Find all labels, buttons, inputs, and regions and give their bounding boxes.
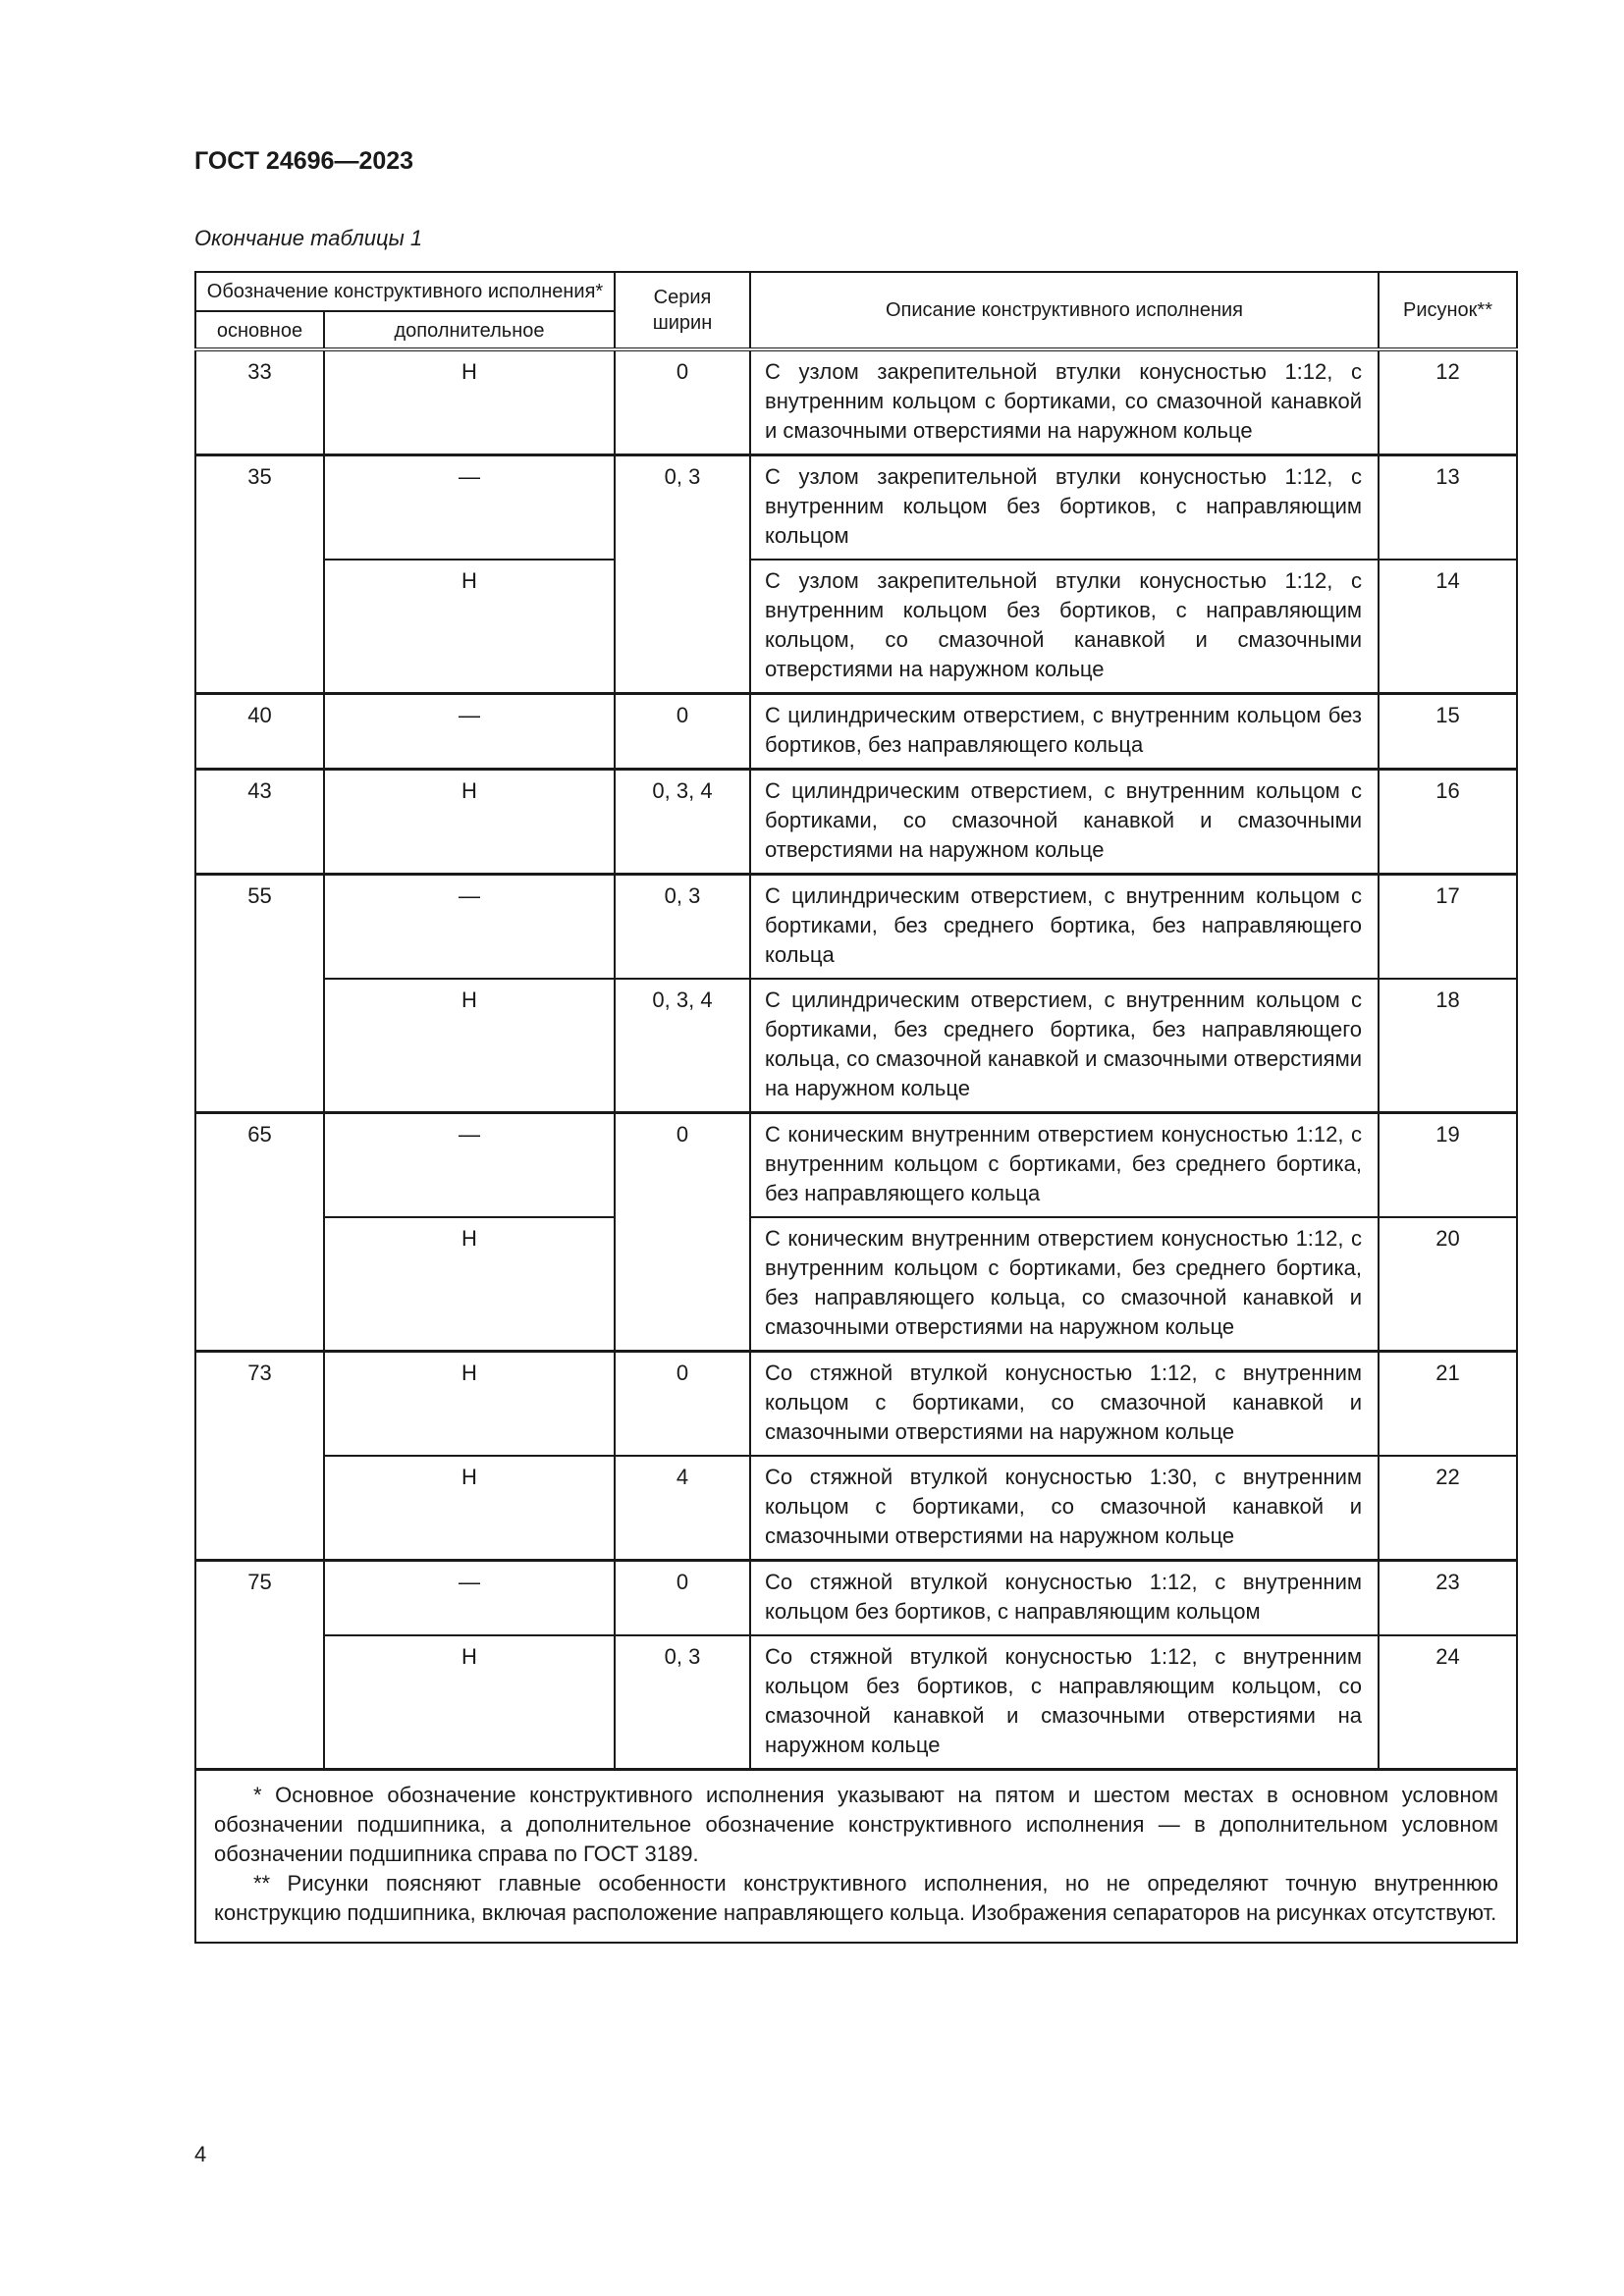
table-row <box>195 455 1517 561</box>
cell-additional: Н <box>324 1635 615 1770</box>
cell-figure: 22 <box>1379 1456 1517 1561</box>
cell-main: 55 <box>195 875 324 1113</box>
table-row <box>195 560 1517 694</box>
cell-additional: Н <box>324 979 615 1113</box>
table-row <box>195 694 1517 770</box>
cell-description: Со стяжной втулкой конусностью 1:12, с внутренним кольцом без бортиков, с направляющим кольцом, со смазочной канавкой и смазочными отверстиями на наружном кольце <box>750 1635 1379 1770</box>
table-row <box>195 770 1517 875</box>
cell-additional: — <box>324 875 615 980</box>
header-designation: Обозначение конструктивного исполнения* <box>195 272 615 311</box>
table-notes-row <box>195 1770 1517 1944</box>
cell-figure: 16 <box>1379 770 1517 875</box>
table-notes <box>195 1770 1517 1944</box>
cell-additional: Н <box>324 560 615 694</box>
cell-main: 65 <box>195 1113 324 1352</box>
table-caption: Окончание таблицы 1 <box>194 226 423 250</box>
cell-main: 75 <box>195 1561 324 1770</box>
table-row <box>195 979 1517 1113</box>
cell-additional: — <box>324 1113 615 1218</box>
cell-figure: 18 <box>1379 979 1517 1113</box>
document-title: ГОСТ 24696—2023 <box>194 147 414 175</box>
header-description: Описание конструктивного исполнения <box>750 272 1379 349</box>
design-table <box>194 271 1518 1944</box>
cell-series: 0 <box>615 349 750 455</box>
cell-series: 0 <box>615 1352 750 1457</box>
cell-additional: Н <box>324 770 615 875</box>
cell-figure: 17 <box>1379 875 1517 980</box>
cell-description: С узлом закрепительной втулки конусностью 1:12, с внутренним кольцом без бортиков, с направляющим кольцом, со смазочной канавкой и смазочными отверстиями на наружном кольце <box>750 560 1379 694</box>
cell-figure: 12 <box>1379 349 1517 455</box>
page-number: 4 <box>194 2142 207 2166</box>
cell-description: С цилиндрическим отверстием, с внутренним кольцом без бортиков, без направляющего кольца <box>750 694 1379 770</box>
cell-series: 0, 3, 4 <box>615 770 750 875</box>
cell-main: 33 <box>195 349 324 455</box>
cell-figure: 23 <box>1379 1561 1517 1636</box>
header-main: основное <box>195 311 324 349</box>
cell-description: С цилиндрическим отверстием, с внутренним кольцом с бортиками, без среднего бортика, без направляющего кольца <box>750 875 1379 980</box>
cell-series: 0, 3, 4 <box>615 979 750 1113</box>
footnote-1: * Основное обозначение конструктивного исполнения указывают на пятом и шестом местах в основном условном обозначении подшипника, а дополнительное обозначение конструктивного исполнения — в дополнительном условном обозначении подшипника справа по ГОСТ 3189. <box>214 1783 1498 1866</box>
cell-description: Со стяжной втулкой конусностью 1:30, с внутренним кольцом с бортиками, со смазочной канавкой и смазочными отверстиями на наружном кольце <box>750 1456 1379 1561</box>
cell-additional: Н <box>324 1217 615 1352</box>
cell-figure: 19 <box>1379 1113 1517 1218</box>
table-body <box>195 349 1517 1943</box>
cell-figure: 20 <box>1379 1217 1517 1352</box>
header-series: Серия ширин <box>615 272 750 349</box>
table-row <box>195 1635 1517 1770</box>
cell-additional: — <box>324 1561 615 1636</box>
cell-description: С цилиндрическим отверстием, с внутренним кольцом с бортиками, без среднего бортика, без направляющего кольца, со смазочной канавкой и смазочными отверстиями на наружном кольце <box>750 979 1379 1113</box>
cell-description: С коническим внутренним отверстием конусностью 1:12, с внутренним кольцом с бортиками, без среднего бортика, без направляющего кольца <box>750 1113 1379 1218</box>
cell-main: 73 <box>195 1352 324 1561</box>
cell-figure: 24 <box>1379 1635 1517 1770</box>
cell-description: С узлом закрепительной втулки конусностью 1:12, с внутренним кольцом без бортиков, с направляющим кольцом <box>750 455 1379 561</box>
cell-additional: — <box>324 455 615 561</box>
cell-series: 4 <box>615 1456 750 1561</box>
cell-main: 43 <box>195 770 324 875</box>
table-row <box>195 1352 1517 1457</box>
cell-series: 0, 3 <box>615 875 750 980</box>
cell-description: С цилиндрическим отверстием, с внутренним кольцом с бортиками, со смазочной канавкой и смазочными отверстиями на наружном кольце <box>750 770 1379 875</box>
table-row <box>195 1217 1517 1352</box>
cell-description: Со стяжной втулкой конусностью 1:12, с внутренним кольцом без бортиков, с направляющим кольцом <box>750 1561 1379 1636</box>
cell-description: С узлом закрепительной втулки конусностью 1:12, с внутренним кольцом с бортиками, со смазочной канавкой и смазочными отверстиями на наружном кольце <box>750 349 1379 455</box>
cell-series: 0 <box>615 694 750 770</box>
header-figure: Рисунок** <box>1379 272 1517 349</box>
header-additional: дополнительное <box>324 311 615 349</box>
cell-additional: Н <box>324 1352 615 1457</box>
table-header <box>195 272 1517 349</box>
cell-main: 40 <box>195 694 324 770</box>
cell-figure: 13 <box>1379 455 1517 561</box>
cell-description: Со стяжной втулкой конусностью 1:12, с внутренним кольцом с бортиками, со смазочной канавкой и смазочными отверстиями на наружном кольце <box>750 1352 1379 1457</box>
table-row <box>195 1561 1517 1636</box>
cell-additional: Н <box>324 1456 615 1561</box>
cell-additional: Н <box>324 349 615 455</box>
table-row <box>195 1456 1517 1561</box>
cell-series: 0, 3 <box>615 455 750 694</box>
table-row <box>195 349 1517 455</box>
cell-additional: — <box>324 694 615 770</box>
cell-series: 0 <box>615 1561 750 1636</box>
table-row <box>195 1113 1517 1218</box>
footnote-2: ** Рисунки поясняют главные особенности конструктивного исполнения, но не определяют точную внутреннюю конструкцию подшипника, включая расположение направляющего кольца. Изображения сепараторов на рисунках отсутствуют. <box>214 1871 1498 1925</box>
cell-description: С коническим внутренним отверстием конусностью 1:12, с внутренним кольцом с бортиками, без среднего бортика, без направляющего кольца, со смазочной канавкой и смазочными отверстиями на наружном кольце <box>750 1217 1379 1352</box>
cell-series: 0 <box>615 1113 750 1352</box>
cell-main: 35 <box>195 455 324 694</box>
cell-series: 0, 3 <box>615 1635 750 1770</box>
cell-figure: 21 <box>1379 1352 1517 1457</box>
table-row <box>195 875 1517 980</box>
cell-figure: 15 <box>1379 694 1517 770</box>
cell-figure: 14 <box>1379 560 1517 694</box>
